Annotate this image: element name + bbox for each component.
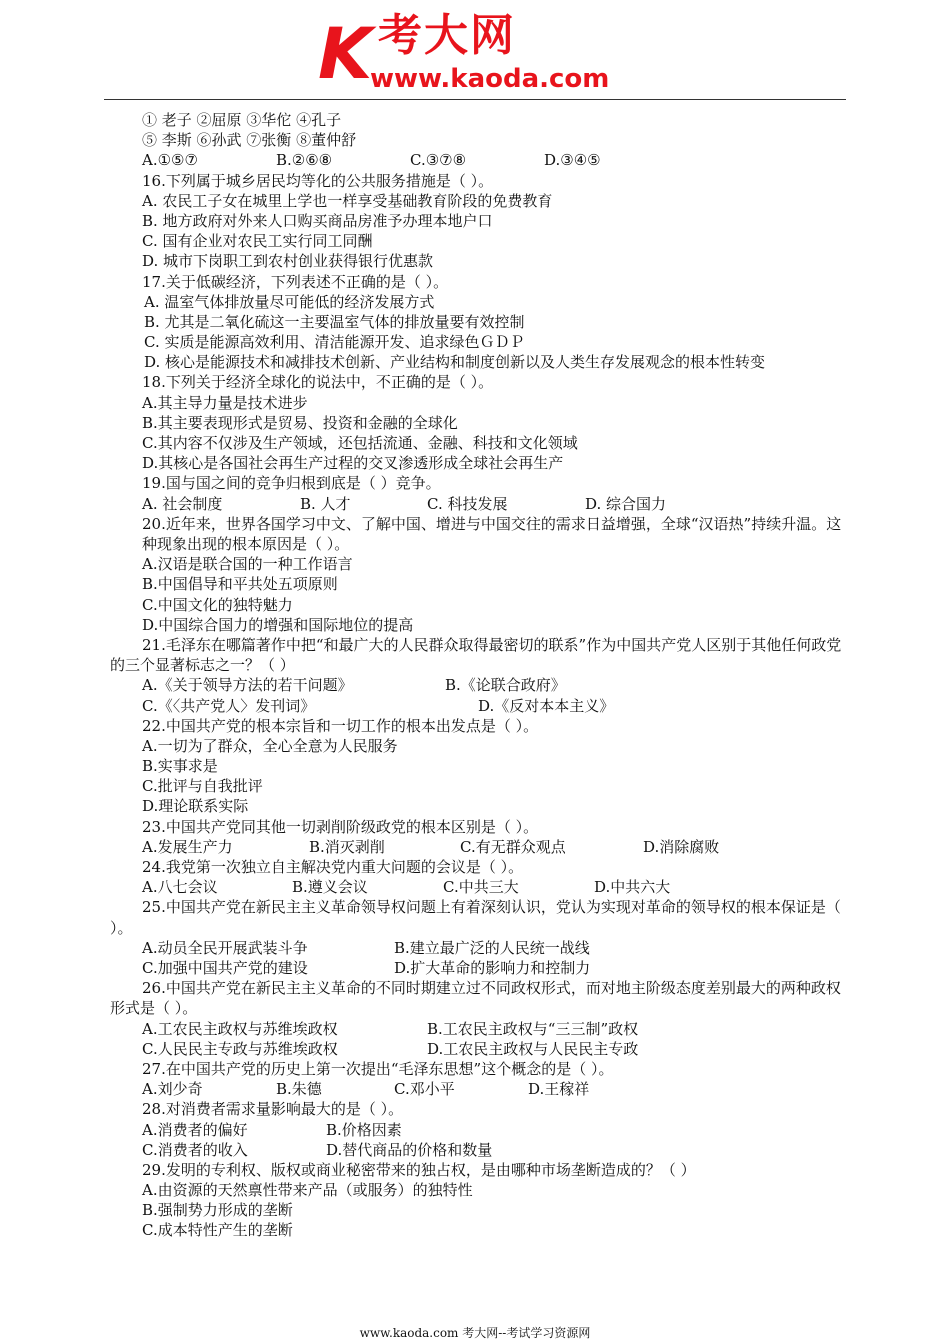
question-24: 24.我党第一次独立自主解决党内重大问题的会议是（ ）。	[142, 858, 524, 876]
option: B.工农民主政权与“三三制”政权	[427, 1019, 639, 1038]
option: C.其内容不仅涉及生产领域，还包括流通、金融、科技和文化领域	[142, 434, 578, 452]
option: D.中共六大	[594, 878, 671, 897]
option: B. 地方政府对外来人口购买商品房准予办理本地户口	[142, 211, 493, 230]
option: B.《论联合政府》	[445, 676, 566, 695]
option: A.八七会议	[142, 878, 218, 897]
option: A.工农民主政权与苏维埃政权	[142, 1019, 338, 1038]
option: B.建立最广泛的人民统一战线	[394, 938, 590, 957]
q25-options-row-1	[110, 938, 850, 958]
option: C.中国文化的独特魅力	[142, 595, 293, 614]
option: B. 尤其是二氧化硫这一主要温室气体的排放量要有效控制	[144, 312, 525, 331]
question-18: 18.下列关于经济全球化的说法中，不正确的是（ ）。	[142, 373, 494, 392]
option: B.其主要表现形式是贸易、投资和金融的全球化	[142, 413, 458, 432]
option: C.加强中国共产党的建设	[142, 958, 308, 977]
option: D.扩大革命的影响力和控制力	[394, 958, 591, 977]
option: D.消除腐败	[643, 837, 720, 856]
option: C.《〈共产党人〉发刊词》	[142, 696, 316, 715]
option: A. 温室气体排放量尽可能低的经济发展方式	[144, 292, 435, 311]
kaoda-logo	[318, 8, 648, 96]
logo-chinese-name: 考大网	[378, 10, 516, 61]
option: D.替代商品的价格和数量	[326, 1140, 493, 1159]
question-20-text: 20.近年来，世界各国学习中文、了解中国、增进与中国交往的需求日益增强，全球“汉语热”持续升温。这种现象出现的根本原因是（ ）。	[142, 514, 842, 553]
option: B.实事求是	[142, 757, 218, 776]
q21-options-row-2	[110, 696, 850, 716]
option: A.由资源的天然禀性带来产品（或服务）的独特性	[142, 1181, 473, 1200]
option: B.遵义会议	[292, 878, 368, 897]
option: D.其核心是各国社会再生产过程的交叉渗透形成全球社会再生产	[142, 454, 564, 473]
option: A. 社会制度	[142, 494, 223, 513]
question-29: 29.发明的专利权、版权或商业秘密带来的独占权，是由哪种市场垄断造成的？（ ）	[142, 1160, 696, 1179]
option: B.②⑥⑧	[276, 151, 333, 170]
option: A.汉语是联合国的一种工作语言	[142, 555, 353, 574]
q26-options-row-2	[110, 1039, 850, 1059]
option: A.消费者的偏好	[142, 1120, 248, 1139]
option: B.消灭剥削	[309, 837, 385, 856]
option: B.价格因素	[326, 1120, 402, 1139]
option: C. 科技发展	[427, 494, 508, 513]
option: D.中国综合国力的增强和国际地位的提高	[142, 615, 414, 634]
logo-url: www.kaoda.com	[370, 64, 610, 94]
question-20	[110, 514, 850, 554]
option: C.有无群众观点	[460, 837, 566, 856]
option: B. 人才	[300, 494, 351, 513]
option: A.刘少奇	[142, 1080, 203, 1099]
option: C. 国有企业对农民工实行同工同酬	[142, 232, 373, 251]
question-21	[110, 635, 850, 675]
option: D.工农民主政权与人民民主专政	[427, 1039, 639, 1058]
option: A.发展生产力	[142, 837, 233, 856]
option: C.批评与自我批评	[142, 777, 263, 796]
option: C.成本特性产生的垄断	[142, 1221, 293, 1240]
q26-options-row-1	[110, 1019, 850, 1039]
option: A.①⑤⑦	[142, 151, 198, 170]
question-21-text: 21.毛泽东在哪篇著作中把“和最广大的人民群众取得最密切的联系”作为中国共产党人区别于其他任何政党的三个显著标志之一？（ ）	[110, 635, 842, 675]
option: D.《反对本本主义》	[478, 696, 615, 715]
option: C.消费者的收入	[142, 1140, 248, 1159]
logo-k-mark: K	[318, 13, 373, 95]
question-19: 19.国与国之间的竞争归根到底是（ ）竞争。	[142, 474, 441, 493]
choice-list-line-2: ⑤ 李斯 ⑥孙武 ⑦张衡 ⑧董仲舒	[142, 131, 357, 150]
question-23: 23.中国共产党同其他一切剥削阶级政党的根本区别是（ ）。	[142, 817, 539, 836]
option: B.强制势力形成的垄断	[142, 1201, 293, 1220]
q28-options-row-1	[110, 1120, 850, 1140]
q15-options	[110, 150, 850, 170]
q21-options-row-1	[110, 675, 850, 695]
question-22: 22.中国共产党的根本宗旨和一切工作的根本出发点是（ ）。	[142, 716, 539, 735]
option: A.《关于领导方法的若干问题》	[142, 676, 353, 695]
option: C.邓小平	[394, 1080, 455, 1099]
option: C.中共三大	[443, 878, 519, 897]
choice-list-line-1: ① 老子 ②屈原 ③华佗 ④孔子	[142, 111, 342, 129]
option: C.③⑦⑧	[410, 151, 467, 170]
question-25	[110, 897, 850, 937]
option: A.其主导力量是技术进步	[142, 393, 308, 412]
q27-options	[110, 1079, 850, 1099]
option: A.动员全民开展武装斗争	[142, 938, 308, 957]
question-28: 28.对消费者需求量影响最大的是（ ）。	[142, 1100, 404, 1119]
option: C.人民民主专政与苏维埃政权	[142, 1039, 338, 1058]
q24-options	[110, 877, 850, 897]
exam-content	[110, 110, 850, 1241]
option: A. 农民工子女在城里上学也一样享受基础教育阶段的免费教育	[142, 191, 553, 210]
question-27: 27.在中国共产党的历史上第一次提出“毛泽东思想”这个概念的是（ ）。	[142, 1059, 614, 1078]
question-25-text: 25.中国共产党在新民主主义革命领导权问题上有着深刻认识，党认为实现对革命的领导权的根本保证是（ ）。	[110, 898, 841, 937]
option: D.③④⑤	[544, 151, 601, 170]
option: D.王稼祥	[528, 1080, 590, 1099]
question-26-text: 26.中国共产党在新民主主义革命的不同时期建立过不同政权形式，而对地主阶级态度差别最大的两种政权形式是（ ）。	[110, 979, 841, 1018]
q28-options-row-2	[110, 1140, 850, 1160]
q23-options	[110, 837, 850, 857]
option: B.朱德	[276, 1080, 322, 1099]
q19-options	[110, 494, 850, 514]
option: D.理论联系实际	[142, 797, 249, 816]
option: C. 实质是能源高效利用、清洁能源开发、追求绿色ＧＤＰ	[144, 333, 525, 352]
option: D. 综合国力	[585, 494, 667, 513]
option: A.一切为了群众，全心全意为人民服务	[142, 736, 398, 755]
question-17: 17.关于低碳经济，下列表述不正确的是（ ）。	[142, 272, 449, 291]
question-16: 16.下列属于城乡居民均等化的公共服务措施是（ ）。	[142, 171, 494, 190]
option: B.中国倡导和平共处五项原则	[142, 575, 338, 594]
option: D. 核心是能源技术和减排技术创新、产业结构和制度创新以及人类生存发展观念的根本性转变	[144, 353, 766, 372]
option: D. 城市下岗职工到农村创业获得银行优惠款	[142, 252, 434, 271]
header-divider	[104, 99, 846, 100]
page-footer: www.kaoda.com 考大网--考试学习资源网	[359, 1326, 591, 1340]
q25-options-row-2	[110, 958, 850, 978]
question-26	[110, 978, 850, 1018]
